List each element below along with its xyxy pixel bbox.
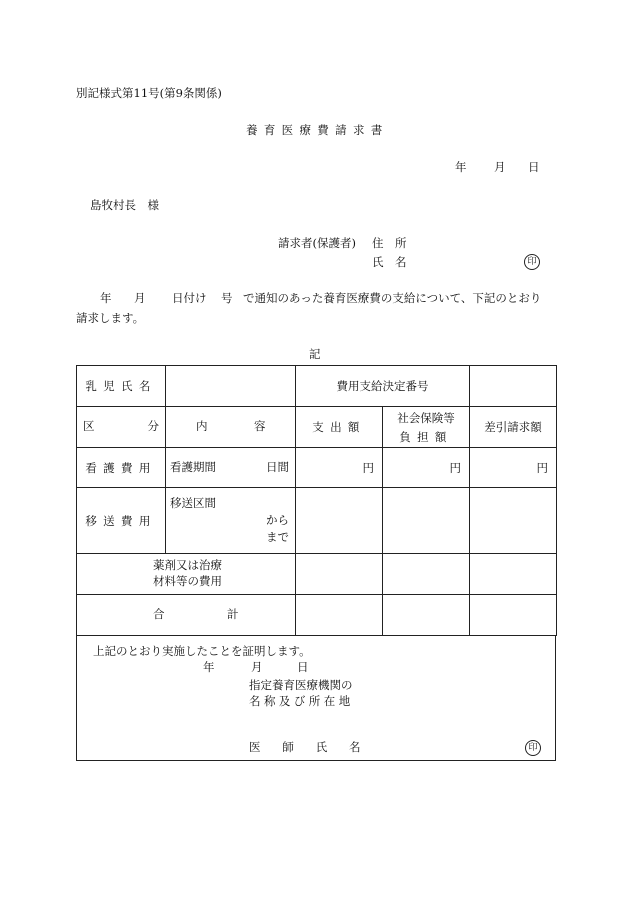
cert-month-label: 月 (251, 660, 263, 674)
date-month-label: 月 (494, 160, 506, 174)
nursing-net-claim-field[interactable] (470, 448, 557, 488)
form-reference: 別記様式第11号(第9条関係) (76, 86, 222, 100)
decision-no-field[interactable] (470, 366, 557, 407)
cert-year-label: 年 (203, 660, 215, 674)
infant-name-label: 乳児氏名 (85, 379, 157, 393)
category-label-2: 分 (147, 419, 159, 433)
certification-statement: 上記のとおり実施したことを証明します。 (93, 644, 311, 658)
seal-icon: 印 (524, 254, 540, 270)
document-title: 養育医療費請求書 (246, 123, 389, 137)
medicine-expenditure-field[interactable] (296, 554, 383, 595)
nursing-fee-label: 看護費用 (85, 460, 157, 475)
row-nursing (77, 448, 557, 488)
nursing-period-label: 看護期間 (170, 460, 216, 474)
to-label: まで (266, 530, 289, 544)
para-number: 号 (221, 291, 233, 305)
para-text: で通知のあった養育医療費の支給について、下記のとおり (243, 291, 542, 305)
para-line2: 請求します。 (76, 311, 145, 325)
row-total (77, 595, 557, 636)
medicine-label-1: 薬剤又は治療 (153, 558, 222, 572)
doctor-name-label: 医師氏名 (249, 740, 383, 754)
social-ins-label-1: 社会保険等 (397, 410, 455, 425)
para-month: 月 (134, 291, 146, 305)
social-ins-label-2: 負担額 (399, 429, 453, 444)
total-label-1: 合 (153, 607, 165, 621)
transport-section-cell[interactable] (166, 488, 296, 554)
transport-social-ins-field[interactable] (383, 488, 470, 554)
institution-label-2: 名称及び所在地 (249, 694, 354, 708)
content-label-1: 内 (196, 419, 208, 433)
decision-no-label: 費用支給決定番号 (296, 366, 470, 407)
net-claim-label: 差引請求額 (470, 407, 557, 448)
name-label: 氏 名 (372, 255, 407, 269)
address-label: 住 所 (372, 236, 407, 250)
transport-fee-label: 移送費用 (85, 513, 157, 528)
para-dated: 日付け (172, 291, 207, 305)
institution-label-1: 指定養育医療機関の (249, 678, 353, 692)
para-year: 年 (100, 291, 112, 305)
yen-unit: 円 (536, 460, 548, 475)
nursing-expenditure-field[interactable] (296, 448, 383, 488)
row-medicine (77, 554, 557, 595)
infant-name-field[interactable] (166, 366, 296, 407)
cert-day-label: 日 (297, 660, 309, 674)
nursing-period-cell[interactable] (166, 448, 296, 488)
from-label: から (266, 513, 289, 527)
transport-section-label: 移送区間 (170, 496, 216, 510)
yen-unit: 円 (449, 460, 461, 475)
category-label-1: 区 (83, 419, 95, 433)
days-label: 日間 (266, 460, 289, 474)
addressee: 島牧村長 様 (90, 198, 159, 212)
row-infant (77, 366, 557, 407)
total-net-claim-field[interactable] (470, 595, 557, 636)
row-headers (77, 407, 557, 448)
total-expenditure-field[interactable] (296, 595, 383, 636)
transport-net-claim-field[interactable] (470, 488, 557, 554)
claimant-label: 請求者(保護者) (278, 236, 356, 250)
certification-box (76, 636, 556, 761)
content-label-2: 容 (254, 419, 266, 433)
row-transport (77, 488, 557, 554)
total-label-2: 計 (227, 607, 239, 621)
nursing-social-ins-field[interactable] (383, 448, 470, 488)
medicine-net-claim-field[interactable] (470, 554, 557, 595)
date-year-label: 年 (455, 160, 467, 174)
ki-label: 記 (309, 347, 321, 361)
transport-expenditure-field[interactable] (296, 488, 383, 554)
expenditure-label: 支出額 (312, 420, 366, 434)
date-day-label: 日 (528, 160, 540, 174)
total-social-ins-field[interactable] (383, 595, 470, 636)
claim-table (76, 365, 557, 636)
medicine-label-2: 材料等の費用 (153, 574, 222, 588)
doctor-seal-icon: 印 (525, 740, 541, 756)
yen-unit: 円 (362, 460, 374, 475)
medicine-social-ins-field[interactable] (383, 554, 470, 595)
